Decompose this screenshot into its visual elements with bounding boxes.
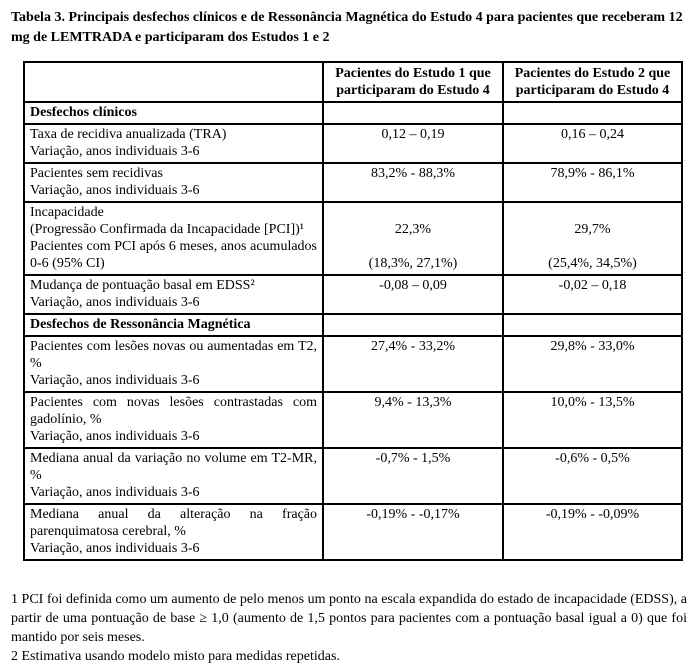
study1-value: -0,08 – 0,09 (323, 275, 503, 314)
clinical-mri-outcomes-table (23, 61, 683, 561)
row-label: Pacientes com novas lesões contrastadas com gadolínio, % (30, 395, 317, 427)
empty-cell (503, 314, 682, 336)
table-row-t2-lesions (24, 336, 682, 392)
row-sublabel: Variação, anos individuais 3-6 (30, 429, 200, 444)
footnote-1: 1 PCI foi definida como um aumento de pelo menos um ponto na escala expandida do estado de incapacidade (EDSS), a partir de uma pontuação de base ≥ 1,0 (aumento de 1,5 pontos para pacientes com a pontuação basal igual a 0) que foi mantido por seis meses. (11, 592, 687, 645)
row-sublabel: Variação, anos individuais 3-6 (30, 144, 200, 159)
study2-value-pct: 29,7% (574, 222, 611, 237)
row-label: (Progressão Confirmada da Incapacidade [PCI])¹ (30, 222, 304, 237)
study1-value: -0,7% - 1,5% (323, 448, 503, 504)
study1-value: 27,4% - 33,2% (323, 336, 503, 392)
row-label: Pacientes com PCI após 6 meses, anos acumulados 0-6 (95% CI) (30, 239, 317, 271)
row-sublabel: Variação, anos individuais 3-6 (30, 485, 200, 500)
row-label: Pacientes sem recidivas (30, 166, 163, 181)
study2-value-ci: (25,4%, 34,5%) (548, 256, 637, 271)
study1-value: 83,2% - 88,3% (323, 163, 503, 202)
table-row-edss-change (24, 275, 682, 314)
table-row-tra (24, 124, 682, 163)
row-sublabel: Variação, anos individuais 3-6 (30, 183, 200, 198)
spacer (329, 204, 497, 221)
study1-value-ci: (18,3%, 27,1%) (368, 256, 458, 271)
table-row-gadolinium-lesions (24, 392, 682, 448)
study1-value-pct: 22,3% (394, 222, 432, 237)
table-header-row (24, 62, 682, 102)
row-label: Incapacidade (30, 205, 104, 220)
study2-value: 10,0% - 13,5% (503, 392, 682, 448)
section-label-mri: Desfechos de Ressonância Magnética (24, 314, 323, 336)
page-title: Tabela 3. Principais desfechos clínicos e de Ressonância Magnética do Estudo 4 para pacientes que receberam 12 mg de LEMTRADA e participaram dos Estudos 1 e 2 (11, 10, 683, 45)
empty-cell (503, 102, 682, 124)
row-sublabel: Variação, anos individuais 3-6 (30, 541, 200, 556)
study1-value: 9,4% - 13,3% (323, 392, 503, 448)
spacer (509, 238, 676, 255)
study2-value: 29,8% - 33,0% (503, 336, 682, 392)
row-label: Mediana anual da alteração na fração parenquimatosa cerebral, % (30, 507, 317, 539)
footnote-2: 2 Estimativa usando modelo misto para medidas repetidas. (11, 649, 340, 664)
row-label: Pacientes com lesões novas ou aumentadas em T2, % (30, 339, 317, 371)
study2-value: -0,02 – 0,18 (503, 275, 682, 314)
column-header-study1: Pacientes do Estudo 1 que participaram do Estudo 4 (323, 62, 503, 102)
section-label-clinical: Desfechos clínicos (24, 102, 323, 124)
study2-value: -0,6% - 0,5% (503, 448, 682, 504)
study2-value: -0,19% - -0,09% (503, 504, 682, 560)
section-row-clinical (24, 102, 682, 124)
section-row-mri (24, 314, 682, 336)
row-label: Mediana anual da variação no volume em T2-MR, % (30, 451, 317, 483)
table-row-disability-pci (24, 202, 682, 275)
spacer (509, 204, 676, 221)
row-label: Mudança de pontuação basal em EDSS² (30, 278, 255, 293)
header-empty-cell (24, 62, 323, 102)
empty-cell (323, 314, 503, 336)
table-row-brain-parenchymal (24, 504, 682, 560)
footnotes (11, 590, 687, 666)
empty-cell (323, 102, 503, 124)
study2-value: 78,9% - 86,1% (503, 163, 682, 202)
table-row-relapse-free (24, 163, 682, 202)
study1-value: 0,12 – 0,19 (323, 124, 503, 163)
spacer (329, 238, 497, 255)
row-sublabel: Variação, anos individuais 3-6 (30, 295, 200, 310)
row-sublabel: Variação, anos individuais 3-6 (30, 373, 200, 388)
column-header-study2: Pacientes do Estudo 2 que participaram do Estudo 4 (503, 62, 682, 102)
table-row-t2-volume (24, 448, 682, 504)
study1-value: -0,19% - -0,17% (323, 504, 503, 560)
row-label: Taxa de recidiva anualizada (TRA) (30, 127, 227, 142)
study2-value: 0,16 – 0,24 (503, 124, 682, 163)
